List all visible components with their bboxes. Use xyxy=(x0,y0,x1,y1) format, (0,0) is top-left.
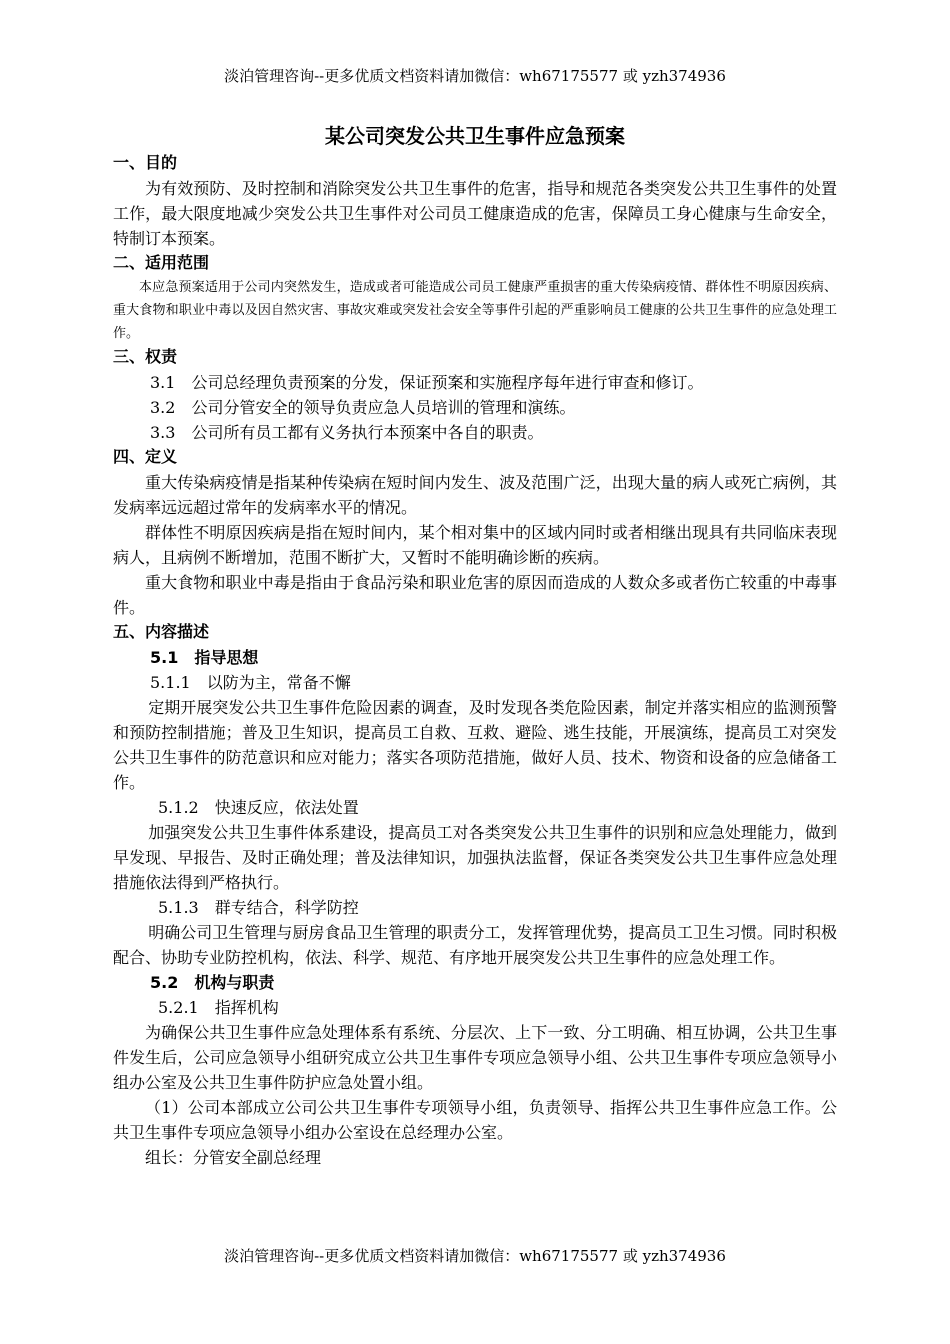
subsubsection-heading: 5.1.1 以防为主，常备不懈 xyxy=(150,673,351,692)
paragraph: 明确公司卫生管理与厨房食品卫生管理的职责分工，发挥管理优势，提高员工卫生习惯。同时积极配合、协助专业防控机构，依法、科学、规范、有序地开展突发公共卫生事件的应急处理工作。 xyxy=(113,923,837,967)
paragraph: 为有效预防、及时控制和消除突发公共卫生事件的危害，指导和规范各类突发公共卫生事件的处置工作，最大限度地减少突发公共卫生事件对公司员工健康造成的危害，保障员工身心健康与生命安全，特制订本预案。 xyxy=(113,179,837,248)
paragraph: 本应急预案适用于公司内突然发生，造成或者可能造成公司员工健康严重损害的重大传染病疫情、群体性不明原因疾病、重大食物和职业中毒以及因自然灾害、事故灾难或突发社会安全等事件引起的严重影响员工健康的公共卫生事件的应急处理工作。 xyxy=(113,280,837,341)
list-item: 3.3 公司所有员工都有义务执行本预案中各自的职责。 xyxy=(150,423,544,442)
list-item: 3.2 公司分管安全的领导负责应急人员培训的管理和演练。 xyxy=(150,398,576,417)
subsubsection-heading: 5.1.2 快速反应，依法处置 xyxy=(158,798,359,817)
section-heading-responsibilities: 三、权责 xyxy=(113,347,178,366)
page-footer: 淡泊管理咨询--更多优质文档资料请加微信：wh67175577 或 yzh374936 xyxy=(224,1247,726,1265)
paragraph: 重大食物和职业中毒是指由于食品污染和职业危害的原因而造成的人数众多或者伤亡较重的中毒事件。 xyxy=(113,573,837,617)
paragraph: 加强突发公共卫生事件体系建设，提高员工对各类突发公共卫生事件的识别和应急处理能力，做到早发现、早报告、及时正确处理；普及法律知识，加强执法监督，保证各类突发公共卫生事件应急处理措施依法得到严格执行。 xyxy=(113,823,837,892)
subsection-heading: 5.1 指导思想 xyxy=(150,648,259,667)
section-heading-definitions: 四、定义 xyxy=(113,447,178,466)
paragraph: （1）公司本部成立公司公共卫生事件专项领导小组，负责领导、指挥公共卫生事件应急工作。公共卫生事件专项应急领导小组办公室设在总经理办公室。 xyxy=(113,1098,837,1142)
section-heading-scope: 二、适用范围 xyxy=(113,253,210,272)
paragraph: 群体性不明原因疾病是指在短时间内，某个相对集中的区域内同时或者相继出现具有共同临床表现病人，且病例不断增加，范围不断扩大，又暂时不能明确诊断的疾病。 xyxy=(113,523,837,567)
paragraph: 定期开展突发公共卫生事件危险因素的调查，及时发现各类危险因素，制定并落实相应的监测预警和预防控制措施；普及卫生知识，提高员工自救、互救、避险、逃生技能，开展演练，提高员工对突发公共卫生事件的防范意识和应对能力；落实各项防范措施，做好人员、技术、物资和设备的应急储备工作。 xyxy=(113,698,837,792)
list-item: 3.1 公司总经理负责预案的分发，保证预案和实施程序每年进行审查和修订。 xyxy=(150,373,704,392)
document-title: 某公司突发公共卫生事件应急预案 xyxy=(325,124,625,148)
section-heading-content: 五、内容描述 xyxy=(113,622,210,641)
subsection-heading: 5.2 机构与职责 xyxy=(150,973,275,992)
page-header: 淡泊管理咨询--更多优质文档资料请加微信：wh67175577 或 yzh374936 xyxy=(224,67,726,85)
paragraph: 为确保公共卫生事件应急处理体系有系统、分层次、上下一致、分工明确、相互协调，公共卫生事件发生后，公司应急领导小组研究成立公共卫生事件专项应急领导小组、公共卫生事件专项应急领导小组办公室及公共卫生事件防护应急处置小组。 xyxy=(113,1023,837,1092)
paragraph: 组长：分管安全副总经理 xyxy=(145,1148,322,1167)
paragraph: 重大传染病疫情是指某种传染病在短时间内发生、波及范围广泛，出现大量的病人或死亡病例，其发病率远远超过常年的发病率水平的情况。 xyxy=(113,473,837,517)
subsubsection-heading: 5.2.1 指挥机构 xyxy=(158,998,279,1017)
subsubsection-heading: 5.1.3 群专结合，科学防控 xyxy=(158,898,359,917)
document-body xyxy=(113,122,837,1170)
section-heading-purpose: 一、目的 xyxy=(113,153,178,172)
